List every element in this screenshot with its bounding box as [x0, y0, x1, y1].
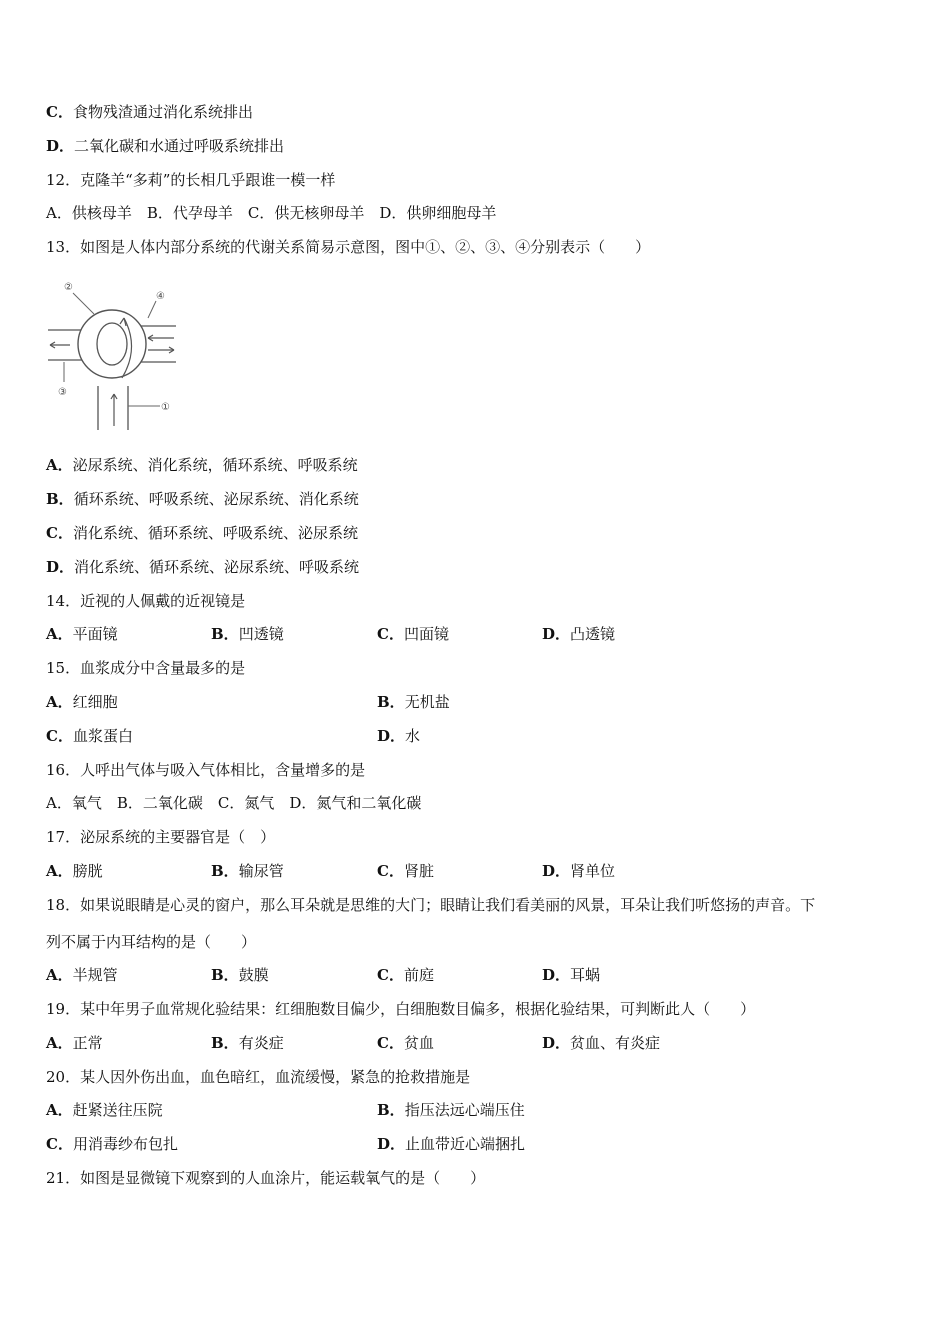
q20-stem: 20．某人因外伤出血，血色暗红，血流缓慢，紧急的抢救措施是 [46, 1068, 471, 1086]
q12-stem: 12．克隆羊“多莉”的长相几乎跟谁一模一样 [46, 171, 336, 189]
q20-option-b: B．指压法远心端压住 [377, 1101, 525, 1119]
q18-option-b: B．鼓膜 [211, 966, 269, 984]
q20-option-c: C．用消毒纱布包扎 [46, 1135, 178, 1153]
q19-option-c: C．贫血 [377, 1034, 434, 1052]
q17-stem: 17．泌尿系统的主要器官是（ ） [46, 828, 276, 846]
q17-option-b: B．输尿管 [211, 862, 284, 880]
q11-option-c: C．食物残渣通过消化系统排出 [46, 103, 253, 121]
q15-option-d: D．水 [377, 727, 421, 745]
leader-2 [73, 293, 94, 314]
q13-option-b: B．循环系统、呼吸系统、泌尿系统、消化系统 [46, 490, 359, 508]
q21-stem: 21．如图是显微镜下观察到的人血涂片，能运载氧气的是（ ） [46, 1169, 486, 1187]
q18-stem-line2: 列不属于内耳结构的是（ ） [46, 933, 257, 951]
q17-option-c: C．肾脏 [377, 862, 434, 880]
q14-option-c: C．凹面镜 [377, 625, 449, 643]
marker-2-label: ② [64, 282, 73, 293]
q13-option-a: A．泌尿系统、消化系统，循环系统、呼吸系统 [46, 456, 358, 474]
q20-option-a: A．赶紧送往压院 [46, 1101, 163, 1119]
q16-stem: 16．人呼出气体与吸入气体相比，含量增多的是 [46, 761, 366, 779]
q18-option-a: A．半规管 [46, 966, 118, 984]
q14-stem: 14．近视的人佩戴的近视镜是 [46, 592, 246, 610]
marker-4-label: ④ [156, 291, 165, 302]
q15-stem: 15．血浆成分中含量最多的是 [46, 659, 246, 677]
q20-option-d: D．止血带近心端捆扎 [377, 1135, 526, 1153]
leader-4 [148, 301, 156, 318]
q11-option-d: D．二氧化碳和水通过呼吸系统排出 [46, 137, 285, 155]
q13-stem: 13．如图是人体内部分系统的代谢关系简易示意图，图中①、②、③、④分别表示（ ） [46, 238, 651, 256]
q13-option-d: D．消化系统、循环系统、泌尿系统、呼吸系统 [46, 558, 360, 576]
q18-option-c: C．前庭 [377, 966, 434, 984]
q15-option-c: C．血浆蛋白 [46, 727, 133, 745]
q18-stem-line1: 18．如果说眼睛是心灵的窗户，那么耳朵就是思维的大门；眼睛让我们看美丽的风景，耳朵让我们听悠扬的声音。下 [46, 896, 816, 914]
q12-options: A．供核母羊 B．代孕母羊 C．供无核卵母羊 D．供卵细胞母羊 [46, 204, 497, 222]
q15-option-a: A．红细胞 [46, 693, 118, 711]
q14-option-a: A．平面镜 [46, 625, 118, 643]
q13-option-c: C．消化系统、循环系统、呼吸系统、泌尿系统 [46, 524, 358, 542]
q19-option-b: B．有炎症 [211, 1034, 284, 1052]
outer-ring [78, 310, 146, 378]
marker-1-label: ① [161, 402, 170, 413]
q17-option-d: D．肾单位 [542, 862, 616, 880]
q14-option-d: D．凸透镜 [542, 625, 616, 643]
marker-3-label: ③ [58, 387, 67, 398]
q15-option-b: B．无机盐 [377, 693, 450, 711]
q14-option-b: B．凹透镜 [211, 625, 284, 643]
q18-option-d: D．耳蜗 [542, 966, 601, 984]
q19-stem: 19．某中年男子血常规化验结果：红细胞数目偏少，白细胞数目偏多，根据化验结果，可判断此人（ ） [46, 1000, 756, 1018]
q19-option-a: A．正常 [46, 1034, 103, 1052]
q17-option-a: A．膀胱 [46, 862, 103, 880]
metabolism-diagram [44, 278, 182, 433]
q19-option-d: D．贫血、有炎症 [542, 1034, 661, 1052]
q16-options: A．氧气 B．二氧化碳 C．氮气 D．氮气和二氧化碳 [46, 794, 422, 812]
